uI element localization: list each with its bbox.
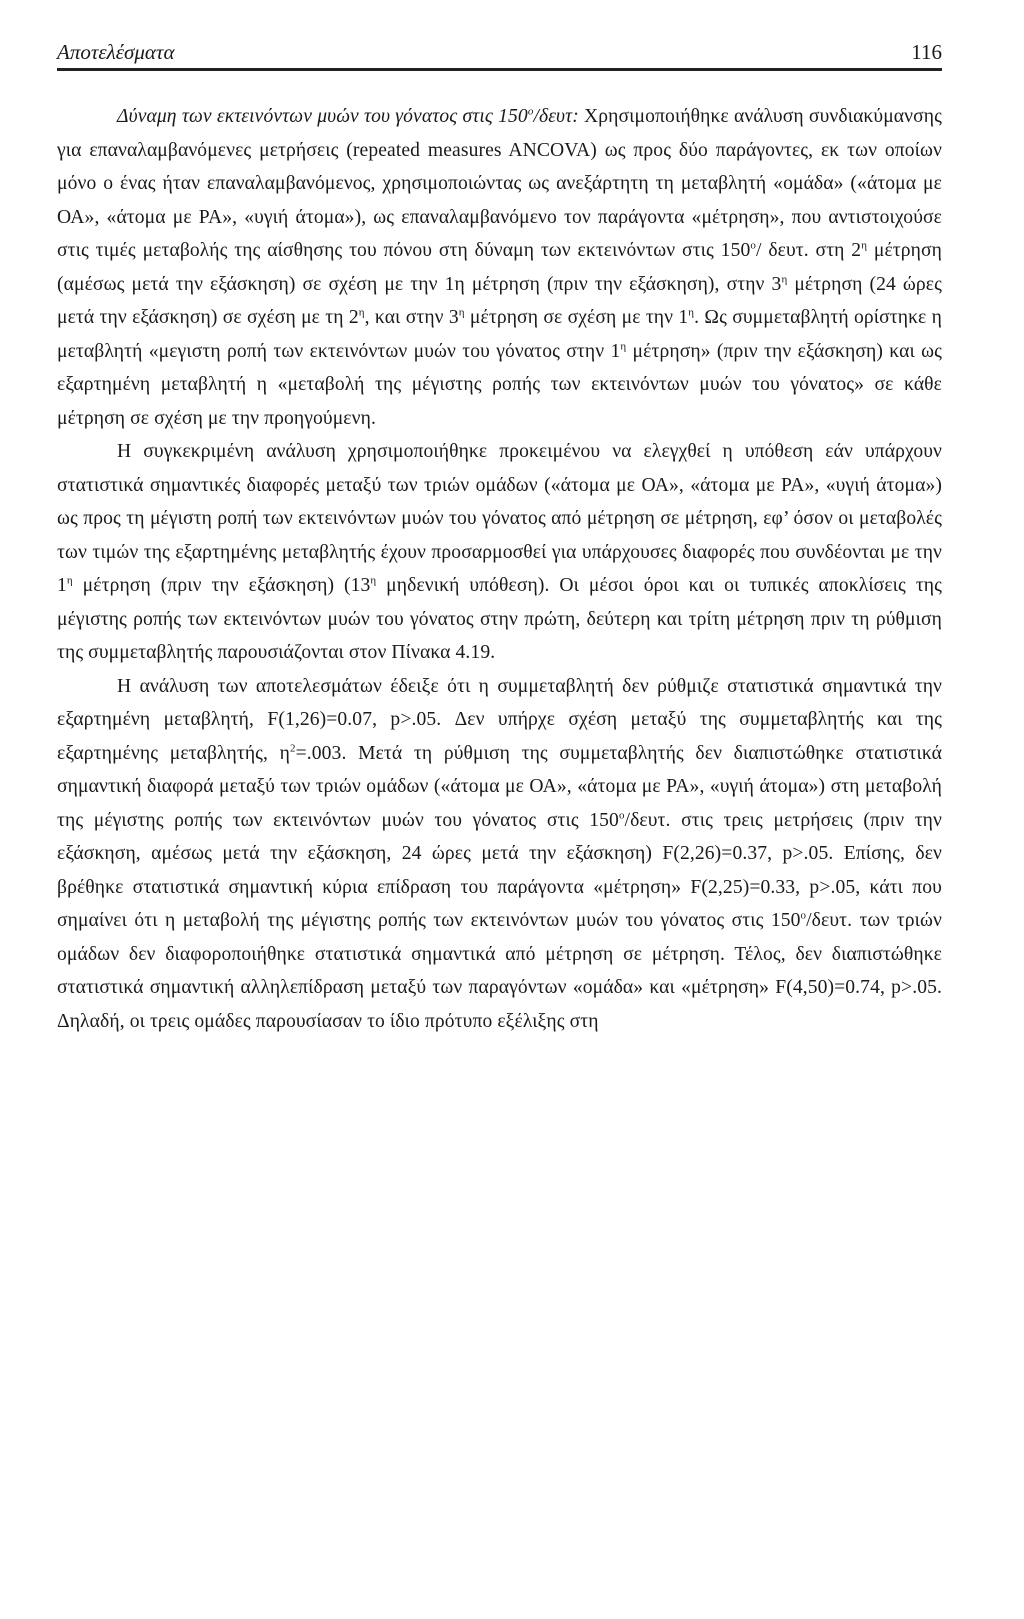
superscript: ο — [618, 808, 625, 821]
superscript: ο — [750, 239, 756, 252]
text-run: =.003. Μετά τη ρύθμιση της συμμεταβλητής δεν διαπιστώθηκε στατιστικά σημαντική διαφορά μεταξύ των τριών ομάδων («άτομα με ΟΑ», «άτομα με ΡΑ», «υγιή άτομα») στη μεταβολή της μέγιστης ροπής των εκτεινόντων μυών του γόνατος στις 150 — [57, 742, 943, 831]
superscript: 2 — [290, 741, 296, 754]
text-run: /δευτ. στις τρεις μετρήσεις (πριν την εξάσκηση, αμέσως μετά την εξάσκηση, 24 ώρες μετά την εξάσκηση) F(2,26)=0.37, p>.05. Επίσης, δεν βρέθηκε στατιστικά σημαντική κύρια επίδραση του παράγοντα «μέτρηση» F(2,25)=0.33, p>.05, κάτι που σημαίνει ότι η μεταβολή της μέγιστης ροπής των εκτεινόντων μυών του γόνατος στις 150 — [57, 809, 942, 931]
section-heading — [117, 106, 579, 127]
heading-text: Δύναμη των εκτεινόντων μυών του γόνατος στις 150 — [117, 106, 528, 127]
text-run: Η συγκεκριμένη ανάλυση χρησιμοποιήθηκε προκειμένου να ελεγχθεί η υπόθεση εάν υπάρχουν στατιστικά σημαντικές διαφορές μεταξύ των τριών ομάδων («άτομα με ΟΑ», «άτομα με ΡΑ», «υγιή άτομα») ως προς τη μέγιστη ροπή των εκτεινόντων μυών του γόνατος από μέτρηση σε μέτρηση, εφ’ όσον οι μεταβολές των τιμών της εξαρτημένης μεταβλητής έχουν προσαρμοσθεί για υπάρχουσες διαφορές που συνδέονται με την 1 — [57, 441, 942, 596]
text-run: μέτρηση σε σχέση με την 1 — [464, 307, 689, 328]
superscript: η — [358, 306, 365, 319]
superscript: η — [370, 574, 377, 587]
text-run: μέτρηση (24 ώρες μετά την εξάσκηση) σε σχέση με τη 2 — [57, 273, 942, 328]
superscript: ο — [527, 105, 534, 118]
superscript: η — [66, 574, 73, 587]
superscript: η — [458, 306, 465, 319]
superscript: η — [781, 272, 788, 285]
heading-text-end: /δευτ: — [533, 106, 579, 127]
superscript: η — [861, 239, 868, 252]
paragraph-2 — [57, 435, 942, 670]
superscript: η — [620, 339, 627, 352]
text-run: μέτρηση (αμέσως μετά την εξάσκηση) σε σχέση με την 1η μέτρηση (πριν την εξάσκηση), στην 3 — [57, 240, 943, 295]
page-header — [57, 40, 942, 70]
text-run: / δευτ. στη 2 — [756, 240, 862, 261]
running-title: Αποτελέσματα — [57, 40, 175, 64]
header-rule — [57, 68, 942, 71]
text-run: Χρησιμοποιήθηκε ανάλυση συνδιακύμανσης για επαναλαμβανόμενες μετρήσεις (repeated measures ANCOVA) ως προς δύο παράγοντες, εκ των οποίων μόνο ο ένας ήταν επαναλαμβανόμενος, χρησιμοποιώντας ως ανεξάρτητη τη μεταβλητή «ομάδα» («άτομα με ΟΑ», «άτομα με ΡΑ», «υγιή άτομα»), ως επαναλαμβανόμενο τον παράγοντα «μέτρηση», που αντιστοιχούσε στις τιμές μεταβολής της αίσθησης του πόνου στη δύναμη των εκτεινόντων στις 150 — [57, 106, 943, 261]
text-run: /δευτ. των τριών ομάδων δεν διαφοροποιήθηκε στατιστικά σημαντικά από μέτρηση σε μέτρηση. Τέλος, δεν διαπιστώθηκε στατιστικά σημαντική αλληλεπίδραση μεταξύ των παραγόντων «ομάδα» και «μέτρηση» F(4,50)=0.74, p>.05. Δηλαδή, οι τρεις ομάδες παρουσίασαν το ίδιο πρότυπο εξέλιξης στη — [57, 910, 942, 1032]
text-run: , και στην 3 — [364, 307, 459, 328]
superscript: ο — [800, 909, 807, 922]
page-number: 116 — [911, 40, 942, 64]
text-run: μέτρηση» (πριν την εξάσκηση) και ως εξαρτημένη μεταβλητή η «μεταβολή της μέγιστης ροπής των εκτεινόντων μυών του γόνατος» σε κάθε μέτρηση σε σχέση με την προηγούμενη. — [57, 340, 942, 429]
text-run: μηδενική υπόθεση). Οι μέσοι όροι και οι τυπικές αποκλίσεις της μέγιστης ροπής των εκτεινόντων μυών του γόνατος στην πρώτη, δεύτερη και τρίτη μέτρηση πριν τη ρύθμιση της συμμεταβλητής παρουσιάζονται στον Πίνακα 4.19. — [57, 575, 942, 663]
superscript: η — [688, 306, 695, 319]
paragraph-1 — [57, 100, 942, 435]
paragraph-3 — [57, 670, 942, 1039]
text-run: . Ως συμμεταβλητή ορίστηκε η μεταβλητή «μεγιστη ροπή των εκτεινόντων μυών του γόνατος στην 1 — [57, 307, 942, 362]
body-text — [57, 100, 942, 1038]
text-run: μέτρηση (πριν την εξάσκηση) (13 — [72, 575, 371, 596]
text-run: Η ανάλυση των αποτελεσμάτων έδειξε ότι η συμμεταβλητή δεν ρύθμιζε στατιστικά σημαντικά την εξαρτημένη μεταβλητή, F(1,26)=0.07, p>.05. Δεν υπήρχε σχέση μεταξύ της συμμεταβλητής και της εξαρτημένης μεταβλητής, η — [57, 675, 942, 764]
